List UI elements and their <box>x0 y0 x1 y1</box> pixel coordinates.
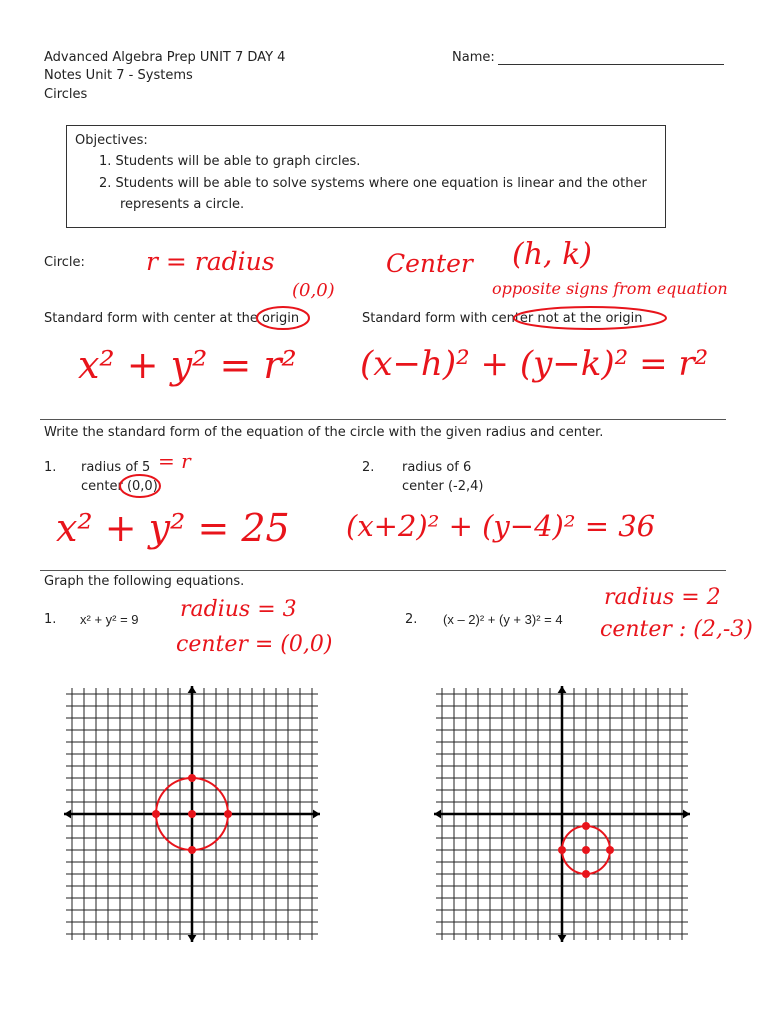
coordinate-grid-1 <box>62 684 322 944</box>
circle-label: Circle: <box>44 255 85 270</box>
hw-origin-point: (0,0) <box>292 280 335 301</box>
hw-radius-point <box>558 846 566 854</box>
hw-radius-point <box>224 810 232 818</box>
hw-radius-point <box>582 870 590 878</box>
hw-radius-point <box>188 846 196 854</box>
hw-write-p1-answer: x² + y² = 25 <box>56 506 290 550</box>
hw-radius-point <box>188 774 196 782</box>
hw-center-point <box>582 846 590 854</box>
hw-graph-p1-radius: radius = 3 <box>180 597 297 622</box>
objective-item-2: 2. Students will be able to solve systems where one equation is linear and the other <box>99 176 647 191</box>
hw-radius-point <box>152 810 160 818</box>
hw-radius-def: r = radius <box>146 247 275 276</box>
y-axis-arrow-up <box>188 686 197 693</box>
hw-radius-point <box>606 846 614 854</box>
course-title: Advanced Algebra Prep UNIT 7 DAY 4 <box>44 50 286 65</box>
objectives-title: Objectives: <box>75 133 148 148</box>
hw-graph-p2-center: center : (2,-3) <box>600 617 753 642</box>
write-p2-num: 2. <box>362 460 375 475</box>
divider-1 <box>40 419 726 420</box>
hw-center-point <box>188 810 196 818</box>
name-field-line[interactable] <box>498 64 724 65</box>
hw-graph-p1-center: center = (0,0) <box>176 632 333 657</box>
graph-instruction: Graph the following equations. <box>44 574 245 589</box>
hw-graph-p2-radius: radius = 2 <box>604 585 721 610</box>
objective-item-2-cont: represents a circle. <box>120 197 245 212</box>
topic-title: Circles <box>44 87 88 102</box>
graph-p1-equation: x² + y² = 9 <box>80 612 139 627</box>
y-axis-arrow-down <box>558 935 567 942</box>
hw-write-p1-note: = r <box>158 449 191 473</box>
write-p2-radius: radius of 6 <box>402 460 472 475</box>
hw-eq-general: (x−h)² + (y−k)² = r² <box>360 344 709 384</box>
hw-radius-point <box>582 822 590 830</box>
name-label: Name: <box>452 50 495 65</box>
write-p1-center: center (0,0) <box>81 479 158 494</box>
write-p1-radius: radius of 5 <box>81 460 151 475</box>
x-axis-arrow-right <box>313 810 320 819</box>
coordinate-grid-2 <box>432 684 692 944</box>
x-axis-arrow-left <box>64 810 71 819</box>
hw-center-hk: (h, k) <box>512 237 592 272</box>
x-axis-arrow-left <box>434 810 441 819</box>
graph-p2-num: 2. <box>405 612 418 627</box>
std-form-not-origin: Standard form with center not at the origin <box>362 311 643 326</box>
divider-2 <box>40 570 726 571</box>
objective-item-1: 1. Students will be able to graph circles. <box>99 154 361 169</box>
write-instruction: Write the standard form of the equation of the circle with the given radius and center. <box>44 425 604 440</box>
notes-subtitle: Notes Unit 7 - Systems <box>44 68 193 83</box>
graph-p1-num: 1. <box>44 612 57 627</box>
x-axis-arrow-right <box>683 810 690 819</box>
write-p1-num: 1. <box>44 460 57 475</box>
write-p2-center: center (-2,4) <box>402 479 484 494</box>
hw-eq-origin: x² + y² = r² <box>78 343 297 387</box>
hw-opposite-signs: opposite signs from equation <box>492 279 728 298</box>
std-form-origin: Standard form with center at the origin <box>44 311 300 326</box>
hw-write-p2-answer: (x+2)² + (y−4)² = 36 <box>346 509 656 543</box>
y-axis-arrow-up <box>558 686 567 693</box>
graph-p2-equation: (x – 2)² + (y + 3)² = 4 <box>443 612 563 627</box>
hw-center-def: Center <box>386 249 473 278</box>
y-axis-arrow-down <box>188 935 197 942</box>
